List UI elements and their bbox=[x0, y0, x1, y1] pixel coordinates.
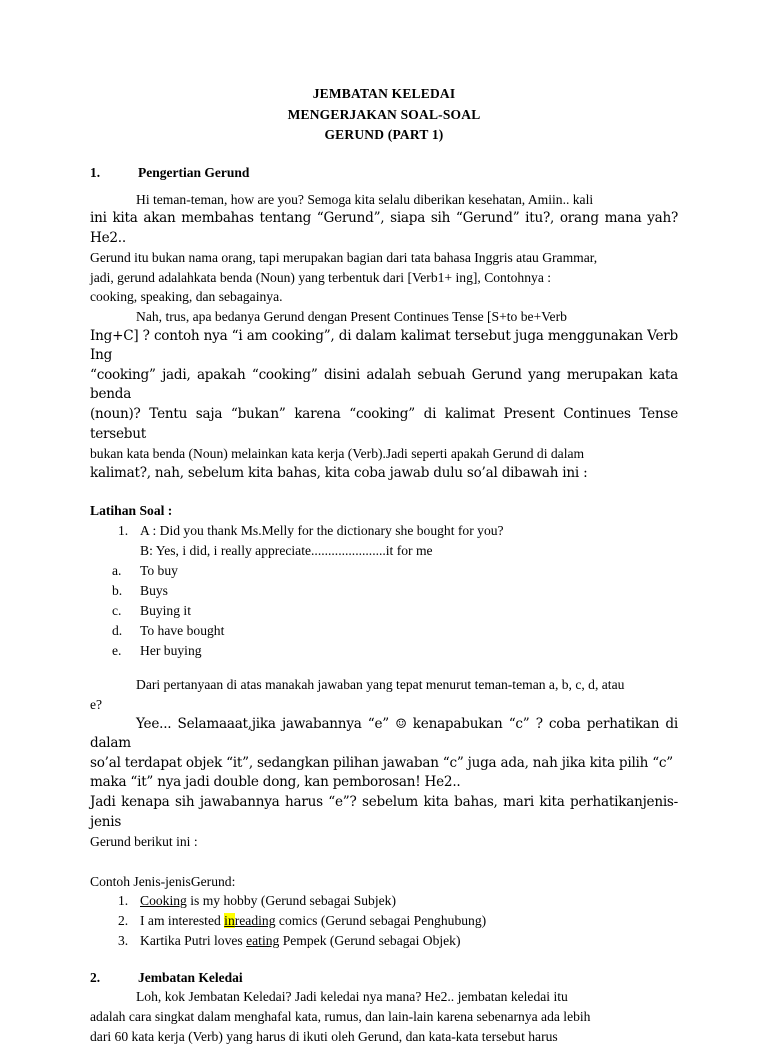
p4-line-4: Jadi kenapa sih jawabannya harus “e”? sebelum kita bahas, mari kita perhatikanjenis-jenis bbox=[90, 793, 678, 830]
contoh-heading: Contoh Jenis-jenisGerund: bbox=[90, 873, 236, 889]
latihan-option-list bbox=[90, 561, 678, 661]
latihan-question-list bbox=[90, 521, 678, 561]
contoh-marker-3: 3. bbox=[118, 933, 129, 949]
p4-part-2: kenapabukan “c” ? coba perhatikan di dalam bbox=[90, 715, 678, 752]
option-marker-e: e. bbox=[112, 643, 122, 659]
section-title-1: Pengertian Gerund bbox=[138, 164, 250, 180]
contoh-gerund-list bbox=[90, 891, 678, 951]
paragraph-pembahasan-jawaban bbox=[90, 715, 678, 852]
section-number-1: 1. bbox=[90, 164, 101, 180]
contoh-rest-3: Pempek (Gerund sebagai Objek) bbox=[279, 933, 461, 949]
document-title bbox=[90, 84, 678, 146]
question-line-b: B: Yes, i did, i really appreciate......................it for me bbox=[140, 543, 433, 559]
option-label-a: To buy bbox=[140, 563, 178, 579]
p4-line-5: Gerund berikut ini : bbox=[90, 834, 198, 850]
question-marker: 1. bbox=[118, 523, 129, 539]
p2-line-4: (noun)? Tentu saja “bukan” karena “cooking” di kalimat Present Continues Tense tersebut bbox=[90, 406, 678, 442]
title-line-1: JEMBATAN KELEDAI bbox=[312, 86, 456, 101]
option-label-d: To have bought bbox=[140, 623, 225, 639]
contoh-pre-3: Kartika Putri loves bbox=[140, 933, 247, 949]
contoh-underlined-1: Cooking bbox=[140, 893, 187, 909]
contoh-item-2 bbox=[90, 911, 678, 931]
option-marker-c: c. bbox=[112, 603, 122, 619]
option-item-c[interactable] bbox=[90, 601, 678, 621]
p4-part-1: Yee... Selamaaat,jika jawabannya “e” bbox=[136, 715, 396, 732]
p5-line-3: dari 60 kata kerja (Verb) yang harus di ikuti oleh Gerund, dan kata-kata tersebut harus bbox=[90, 1028, 558, 1044]
paragraph-dari-pertanyaan bbox=[90, 675, 678, 714]
p2-line-2: Ing+C] ? contoh nya “i am cooking”, di dalam kalimat tersebut juga menggunakan Verb Ing bbox=[90, 327, 678, 364]
option-label-e: Her buying bbox=[140, 643, 202, 659]
option-marker-b: b. bbox=[112, 583, 123, 599]
latihan-soal-heading: Latihan Soal : bbox=[90, 503, 173, 519]
option-label-b: Buys bbox=[140, 583, 168, 599]
p2-line-1: Nah, trus, apa bedanya Gerund dengan Present Continues Tense [S+to be+Verb bbox=[136, 309, 567, 325]
document-content bbox=[90, 84, 678, 1046]
question-item bbox=[90, 521, 678, 541]
title-line-2: MENGERJAKAN SOAL-SOAL bbox=[287, 106, 481, 122]
section-heading-2 bbox=[90, 968, 678, 987]
p2-line-5: bukan kata benda (Noun) melainkan kata kerja (Verb).Jadi seperti apakah Gerund di dalam bbox=[90, 446, 585, 462]
p4-line-3: maka “it” nya jadi double dong, kan pemborosan! He2.. bbox=[90, 774, 461, 791]
p5-line-2: adalah cara singkat dalam menghafal kata, rumus, dan lain-lain karena sebenarnya ada lebih bbox=[90, 1008, 591, 1024]
paragraph-jembatan-keledai bbox=[90, 987, 678, 1046]
contoh-item-1 bbox=[90, 891, 678, 911]
option-label-c: Buying it bbox=[140, 603, 191, 619]
p3-line-1: Dari pertanyaan di atas manakah jawaban yang tepat menurut teman-teman a, b, c, d, atau bbox=[136, 677, 625, 693]
paragraph-present-continues bbox=[90, 307, 678, 483]
p1-line-5: cooking, speaking, dan sebagainya. bbox=[90, 289, 283, 305]
section-title-2: Jembatan Keledai bbox=[138, 970, 243, 986]
option-item-e[interactable] bbox=[90, 641, 678, 661]
p3-line-2: e? bbox=[90, 697, 103, 712]
p1-line-1: Hi teman-teman, how are you? Semoga kita selalu diberikan kesehatan, Amiin.. kali bbox=[136, 191, 594, 207]
contoh-pre-2: I am interested bbox=[140, 913, 225, 929]
p4-line-2: so’al terdapat objek “it”, sedangkan pilihan jawaban “c” juga ada, nah jika kita pilih “c” bbox=[90, 754, 673, 771]
contoh-highlighted-2: in bbox=[224, 913, 235, 929]
contoh-underlined-3: eating bbox=[246, 933, 280, 949]
option-item-a[interactable] bbox=[90, 561, 678, 581]
title-line-3: GERUND (PART 1) bbox=[324, 127, 444, 142]
section-number-2: 2. bbox=[90, 970, 101, 986]
p2-line-6: kalimat?, nah, sebelum kita bahas, kita coba jawab dulu so’al dibawah ini : bbox=[90, 464, 588, 481]
contoh-rest-2: comics (Gerund sebagai Penghubung) bbox=[275, 913, 487, 929]
section-heading-1 bbox=[90, 163, 678, 182]
p5-line-1: Loh, kok Jembatan Keledai? Jadi keledai nya mana? He2.. jembatan keledai itu bbox=[136, 989, 568, 1005]
option-item-b[interactable] bbox=[90, 581, 678, 601]
question-line-a: A : Did you thank Ms.Melly for the dictionary she bought for you? bbox=[140, 523, 504, 539]
p2-line-3: “cooking” jadi, apakah “cooking” disini adalah sebuah Gerund yang merupakan kata benda bbox=[90, 366, 678, 403]
option-marker-d: d. bbox=[112, 623, 123, 639]
contoh-underlined-2: reading bbox=[234, 913, 276, 929]
p1-line-4: jadi, gerund adalahkata benda (Noun) yang terbentuk dari [Verb1+ ing], Contohnya : bbox=[90, 269, 552, 285]
smiley-face-icon: ☺ bbox=[395, 716, 407, 732]
p1-line-3: Gerund itu bukan nama orang, tapi merupakan bagian dari tata bahasa Inggris atau Grammar, bbox=[90, 250, 598, 266]
option-marker-a: a. bbox=[112, 563, 122, 579]
option-item-d[interactable] bbox=[90, 621, 678, 641]
contoh-marker-2: 2. bbox=[118, 913, 129, 929]
paragraph-pengertian-gerund bbox=[90, 190, 678, 308]
contoh-rest-1: is my hobby (Gerund sebagai Subjek) bbox=[186, 893, 396, 909]
contoh-marker-1: 1. bbox=[118, 893, 129, 909]
p1-line-2: ini kita akan membahas tentang “Gerund”, siapa sih “Gerund” itu?, orang mana yah? He2.. bbox=[90, 210, 678, 246]
contoh-item-3 bbox=[90, 931, 678, 951]
p4-line-1 bbox=[90, 715, 678, 754]
question-answer-line bbox=[90, 541, 678, 561]
